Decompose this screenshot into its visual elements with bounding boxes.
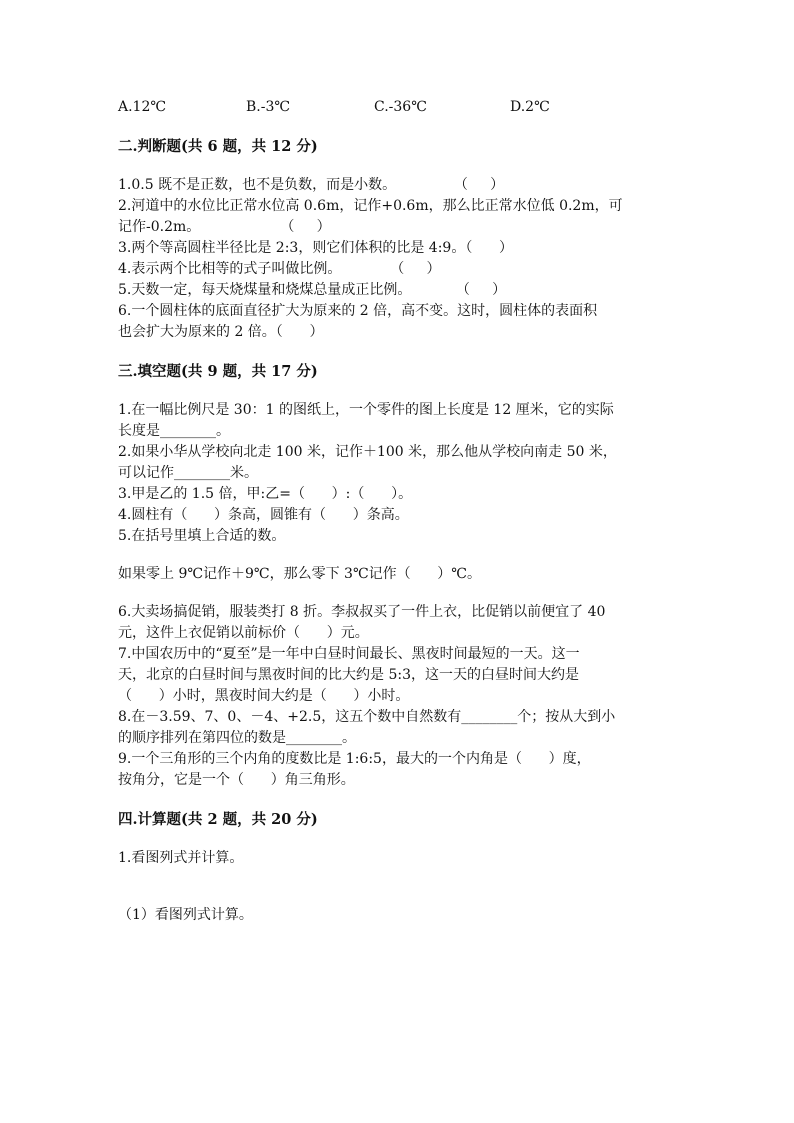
question-line: 3.甲是乙的 1.5 倍，甲:乙=（ ）:（ ）。 [118, 486, 413, 502]
question-line: 9.一个三角形的三个内角的度数比是 1:6:5，最大的一个内角是（ ）度， [118, 751, 591, 767]
option-c: C.-36℃ [374, 99, 427, 115]
option-a: A.12℃ [118, 99, 167, 115]
question-line: 5.天数一定，每天烧煤量和烧煤总量成正比例。 （ ） [118, 282, 507, 298]
question-line: 记作-0.2m。 （ ） [118, 219, 331, 235]
question-line: 长度是________。 [118, 423, 230, 439]
question-line: 也会扩大为原来的 2 倍。（ ） [118, 324, 324, 340]
question-line: 2.如果小华从学校向北走 100 米，记作＋100 米，那么他从学校向南走 50 米， [118, 444, 617, 460]
section-heading: 三.填空题(共 9 题，共 17 分) [118, 363, 318, 380]
question-line: 4.表示两个比相等的式子叫做比例。 （ ） [118, 261, 441, 277]
question-line: 7.中国农历中的“夏至”是一年中白昼时间最长、黑夜时间最短的一天。这一 [118, 646, 580, 662]
question-line: （ ）小时，黑夜时间大约是（ ）小时。 [118, 688, 410, 704]
question-line: 2.河道中的水位比正常水位高 0.6m，记作+0.6m，那么比正常水位低 0.2m，可 [118, 198, 623, 214]
question-line: 按角分，它是一个（ ）角三角形。 [118, 772, 355, 788]
question-line: 3.两个等高圆柱半径比是 2:3，则它们体积的比是 4:9。（ ） [118, 240, 514, 256]
option-b: B.-3℃ [246, 99, 291, 115]
question-line: 8.在－3.59、7、0、－4、+2.5，这五个数中自然数有________个；按从大到小 [118, 709, 616, 725]
question-line: 6.大卖场搞促销，服装类打 8 折。李叔叔买了一件上衣，比促销以前便宜了 40 [118, 604, 606, 620]
question-line: 可以记作________米。 [118, 465, 258, 481]
question-line: 6.一个圆柱体的底面直径扩大为原来的 2 倍，高不变。这时，圆柱体的表面积 [118, 303, 598, 319]
question-line: 元，这件上衣促销以前标价（ ）元。 [118, 625, 369, 641]
question-line: 的顺序排列在第四位的数是________。 [118, 730, 356, 746]
section-heading: 四.计算题(共 2 题，共 20 分) [118, 811, 318, 828]
question-line: 5.在括号里填上合适的数。 [118, 528, 286, 544]
question-line: 1.看图列式并计算。 [118, 850, 244, 866]
option-d: D.2℃ [510, 99, 550, 115]
question-line: 天，北京的白昼时间与黑夜时间的比大约是 5:3，这一天的白昼时间大约是 [118, 667, 579, 683]
question-line: 4.圆柱有（ ）条高，圆锥有（ ）条高。 [118, 507, 409, 523]
question-line: 1.在一幅比例尺是 30：1 的图纸上，一个零件的图上长度是 12 厘米，它的实际 [118, 402, 614, 418]
question-line: 如果零上 9℃记作＋9℃，那么零下 3℃记作（ ）℃。 [118, 566, 481, 582]
section-heading: 二.判断题(共 6 题，共 12 分) [118, 138, 318, 155]
question-line: 1.0.5 既不是正数，也不是负数，而是小数。 （ ） [118, 177, 505, 193]
question-line: （1）看图列式计算。 [118, 907, 253, 923]
